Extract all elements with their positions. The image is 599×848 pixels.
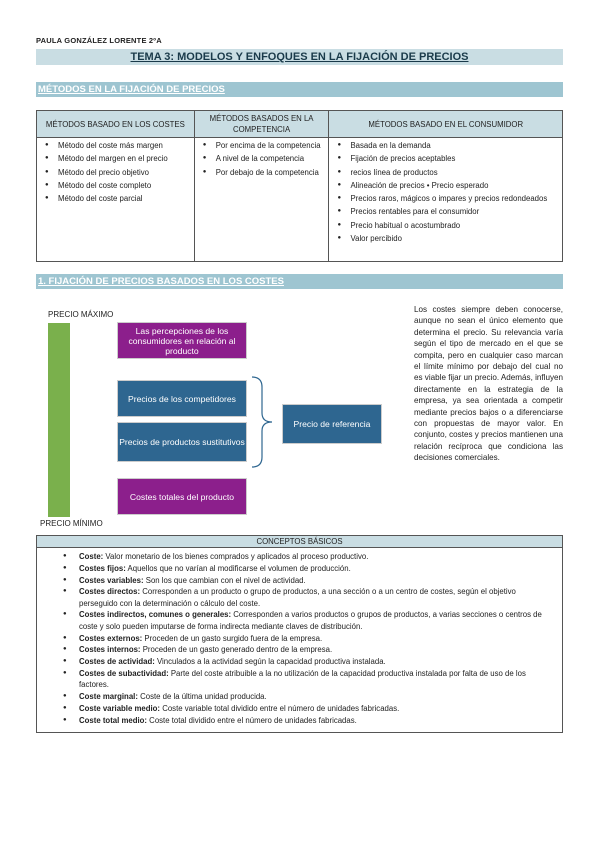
section-heading-methods: MÉTODOS EN LA FIJACIÓN DE PRECIOS bbox=[36, 82, 563, 97]
total-costs-box: Costes totales del producto bbox=[117, 478, 247, 515]
page-title: TEMA 3: MODELOS Y ENFOQUES EN LA FIJACIÓN DE PRECIOS bbox=[36, 49, 563, 65]
price-range-bar bbox=[48, 323, 70, 517]
author-name: PAULA GONZÁLEZ LORENTE 2ºA bbox=[36, 36, 162, 45]
list-item: ● A nivel de la competencia bbox=[198, 153, 326, 164]
list-item: ● Precios rentables para el consumidor bbox=[332, 206, 559, 217]
list-item: ● Valor percibido bbox=[332, 233, 559, 244]
methods-table bbox=[36, 110, 563, 262]
brace-icon bbox=[250, 375, 280, 469]
concepts-list bbox=[37, 548, 562, 732]
competitors-box: Precios de los competidores bbox=[117, 380, 247, 417]
list-item: ● Método del margen en el precio bbox=[40, 153, 191, 164]
costes-cell bbox=[37, 138, 195, 262]
section-heading-costs: 1. FIJACIÓN DE PRECIOS BASADOS EN LOS COSTES bbox=[36, 274, 563, 289]
min-price-label: PRECIO MÍNIMO bbox=[40, 519, 103, 528]
column-header-costes: MÉTODOS BASADO EN LOS COSTES bbox=[37, 111, 195, 138]
list-item: ● Coste total medio: Coste total dividido entre el número de unidades fabricadas. bbox=[43, 715, 556, 726]
list-item: ● Método del coste completo bbox=[40, 180, 191, 191]
list-item: ● Basada en la demanda bbox=[332, 140, 559, 151]
list-item: ● Costes directos: Corresponden a un producto o grupo de productos, a una sección o a un centro de costes, según el objetivo perseguido con la determinación o cálculo del coste. bbox=[43, 586, 556, 609]
list-item: ● Método del coste parcial bbox=[40, 193, 191, 204]
list-item: ● Costes indirectos, comunes o generales: Corresponden a varios productos o grupos de productos, a varias secciones o centros de coste y solo pueden imputarse de forma indirecta mediante claves de distribución. bbox=[43, 609, 556, 632]
list-item: ● Costes internos: Proceden de un gasto generado dentro de la empresa. bbox=[43, 644, 556, 655]
concepts-box bbox=[36, 535, 563, 733]
list-item: ● Coste variable medio: Coste variable total dividido entre el número de unidades fabricadas. bbox=[43, 703, 556, 714]
list-item: ● Por encima de la competencia bbox=[198, 140, 326, 151]
column-header-competencia: MÉTODOS BASADOS EN LA COMPETENCIA bbox=[194, 111, 329, 138]
list-item: ● Costes de subactividad: Parte del coste atribuible a la no utilización de la capacidad productiva instalada por falta de uso de los factores. bbox=[43, 668, 556, 691]
list-item: ● Coste marginal: Coste de la última unidad producida. bbox=[43, 691, 556, 702]
list-item: ● Precio habitual o acostumbrado bbox=[332, 220, 559, 231]
consumidor-cell bbox=[329, 138, 563, 262]
reference-price-box: Precio de referencia bbox=[282, 404, 382, 444]
list-item: ● recios línea de productos bbox=[332, 167, 559, 178]
max-price-label: PRECIO MÁXIMO bbox=[48, 310, 114, 319]
list-item: ● Precios raros, mágicos o impares y precios redondeados bbox=[332, 193, 559, 204]
list-item: ● Costes de actividad: Vinculados a la actividad según la capacidad productiva instalada. bbox=[43, 656, 556, 667]
list-item: ● Costes externos: Proceden de un gasto surgido fuera de la empresa. bbox=[43, 633, 556, 644]
costs-explanation: Los costes siempre deben conocerse, aunque no sean el único elemento que determina el precio. Su relevancia varía según el tipo de mercado en el que se compita, pero en cualquier caso marcan el límite mínimo por debajo del cual no es viable fijar un precio. Además, influyen directamente en la estrategia de la empresa, ya sea orientada a competir mediante precios bajos o a diferenciarse con propuestas de mayor valor. En conjunto, costes y precios mantienen una relación recíproca que condiciona las decisiones comerciales. bbox=[414, 305, 563, 463]
list-item: ● Alineación de precios • Precio esperado bbox=[332, 180, 559, 191]
list-item: ● Coste: Valor monetario de los bienes comprados y aplicados al proceso productivo. bbox=[43, 551, 556, 562]
perceptions-box: Las percepciones de los consumidores en relación al producto bbox=[117, 322, 247, 359]
list-item: ● Costes variables: Son los que cambian con el nivel de actividad. bbox=[43, 575, 556, 586]
list-item: ● Costes fijos: Aquellos que no varían al modificarse el volumen de producción. bbox=[43, 563, 556, 574]
concepts-heading: CONCEPTOS BÁSICOS bbox=[37, 536, 562, 548]
list-item: ● Método del coste más margen bbox=[40, 140, 191, 151]
column-header-consumidor: MÉTODOS BASADO EN EL CONSUMIDOR bbox=[329, 111, 563, 138]
competencia-cell bbox=[194, 138, 329, 262]
substitutes-box: Precios de productos sustitutivos bbox=[117, 422, 247, 462]
list-item: ● Fijación de precios aceptables bbox=[332, 153, 559, 164]
list-item: ● Por debajo de la competencia bbox=[198, 167, 326, 178]
list-item: ● Método del precio objetivo bbox=[40, 167, 191, 178]
